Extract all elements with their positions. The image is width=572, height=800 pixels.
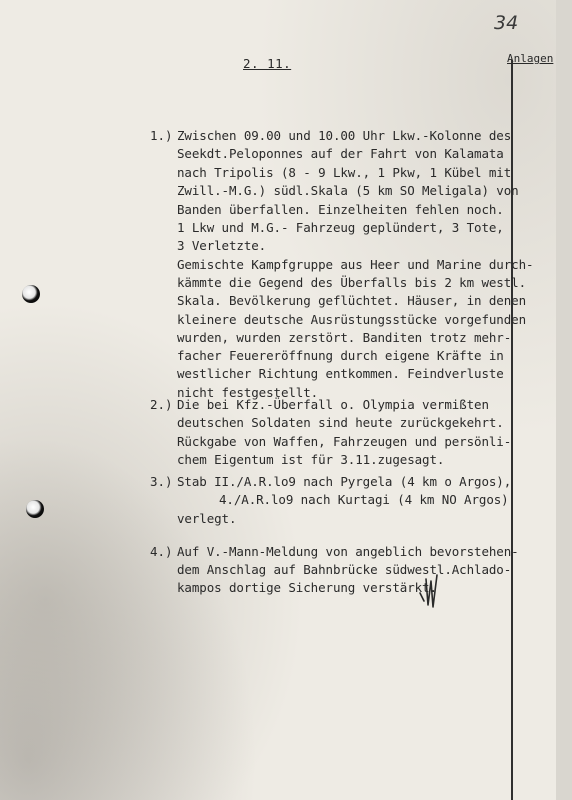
item-number-4: 4.) — [150, 544, 173, 559]
date-heading: 2. 11. — [243, 56, 292, 71]
punch-hole-lower — [26, 500, 44, 518]
item-1-line: 1 Lkw und M.G.- Fahrzeug geplündert, 3 Tote, — [177, 220, 504, 235]
item-3-line: verlegt. — [177, 511, 237, 526]
item-1-line: 3 Verletzte. — [177, 238, 267, 253]
item-number-2: 2.) — [150, 397, 173, 412]
item-1-line: kleinere deutsche Ausrüstungsstücke vorgefunden — [177, 312, 527, 327]
item-4-line: kampos dortige Sicherung verstärkt. — [177, 580, 437, 595]
margin-label-anlagen: Anlagen — [507, 52, 554, 65]
item-1-line: wurden, wurden zerstört. Banditen trotz mehr- — [177, 330, 512, 345]
punch-hole-upper — [22, 285, 40, 303]
item-2-line: Die bei Kfz.-Überfall o. Olympia vermißten — [177, 397, 489, 412]
item-number-3: 3.) — [150, 474, 173, 489]
item-number-1: 1.) — [150, 128, 173, 143]
item-1-line: nach Tripolis (8 - 9 Lkw., 1 Pkw, 1 Kübel mit — [177, 165, 512, 180]
item-1-line: Zwischen 09.00 und 10.00 Uhr Lkw.-Kolonne des — [177, 128, 512, 143]
item-1-line: nicht festgestellt. — [177, 385, 319, 400]
item-1-line: Banden überfallen. Einzelheiten fehlen noch. — [177, 202, 504, 217]
margin-rule — [511, 60, 513, 800]
item-3-line: Stab II./A.R.lo9 nach Pyrgela (4 km o Argos), — [177, 474, 512, 489]
item-1-line: kämmte die Gegend des Überfalls bis 2 km westl. — [177, 275, 527, 290]
item-3-line: 4./A.R.lo9 nach Kurtagi (4 km NO Argos) — [219, 492, 509, 507]
page-edge — [556, 0, 572, 800]
item-4-line: dem Anschlag auf Bahnbrücke südwestl.Achlado- — [177, 562, 512, 577]
item-1-line: Seekdt.Peloponnes auf der Fahrt von Kalamata — [177, 146, 504, 161]
item-1-line: Gemischte Kampfgruppe aus Heer und Marine durch- — [177, 257, 534, 272]
item-2-line: deutschen Soldaten sind heute zurückgekehrt. — [177, 415, 504, 430]
item-4-line: Auf V.-Mann-Meldung von angeblich bevorstehen- — [177, 544, 519, 559]
item-2-line: chem Eigentum ist für 3.11.zugesagt. — [177, 452, 445, 467]
item-1-line: Skala. Bevölkerung geflüchtet. Häuser, in denen — [177, 293, 527, 308]
item-1-line: Zwill.-M.G.) südl.Skala (5 km SO Meligala) von — [177, 183, 519, 198]
page-number: 34 — [494, 12, 519, 34]
handwritten-initials-signature — [418, 571, 442, 611]
item-1-line: westlicher Richtung entkommen. Feindverluste — [177, 366, 504, 381]
item-1-line: facher Feuereröffnung durch eigene Kräfte in — [177, 348, 504, 363]
item-2-line: Rückgabe von Waffen, Fahrzeugen und persönli- — [177, 434, 512, 449]
